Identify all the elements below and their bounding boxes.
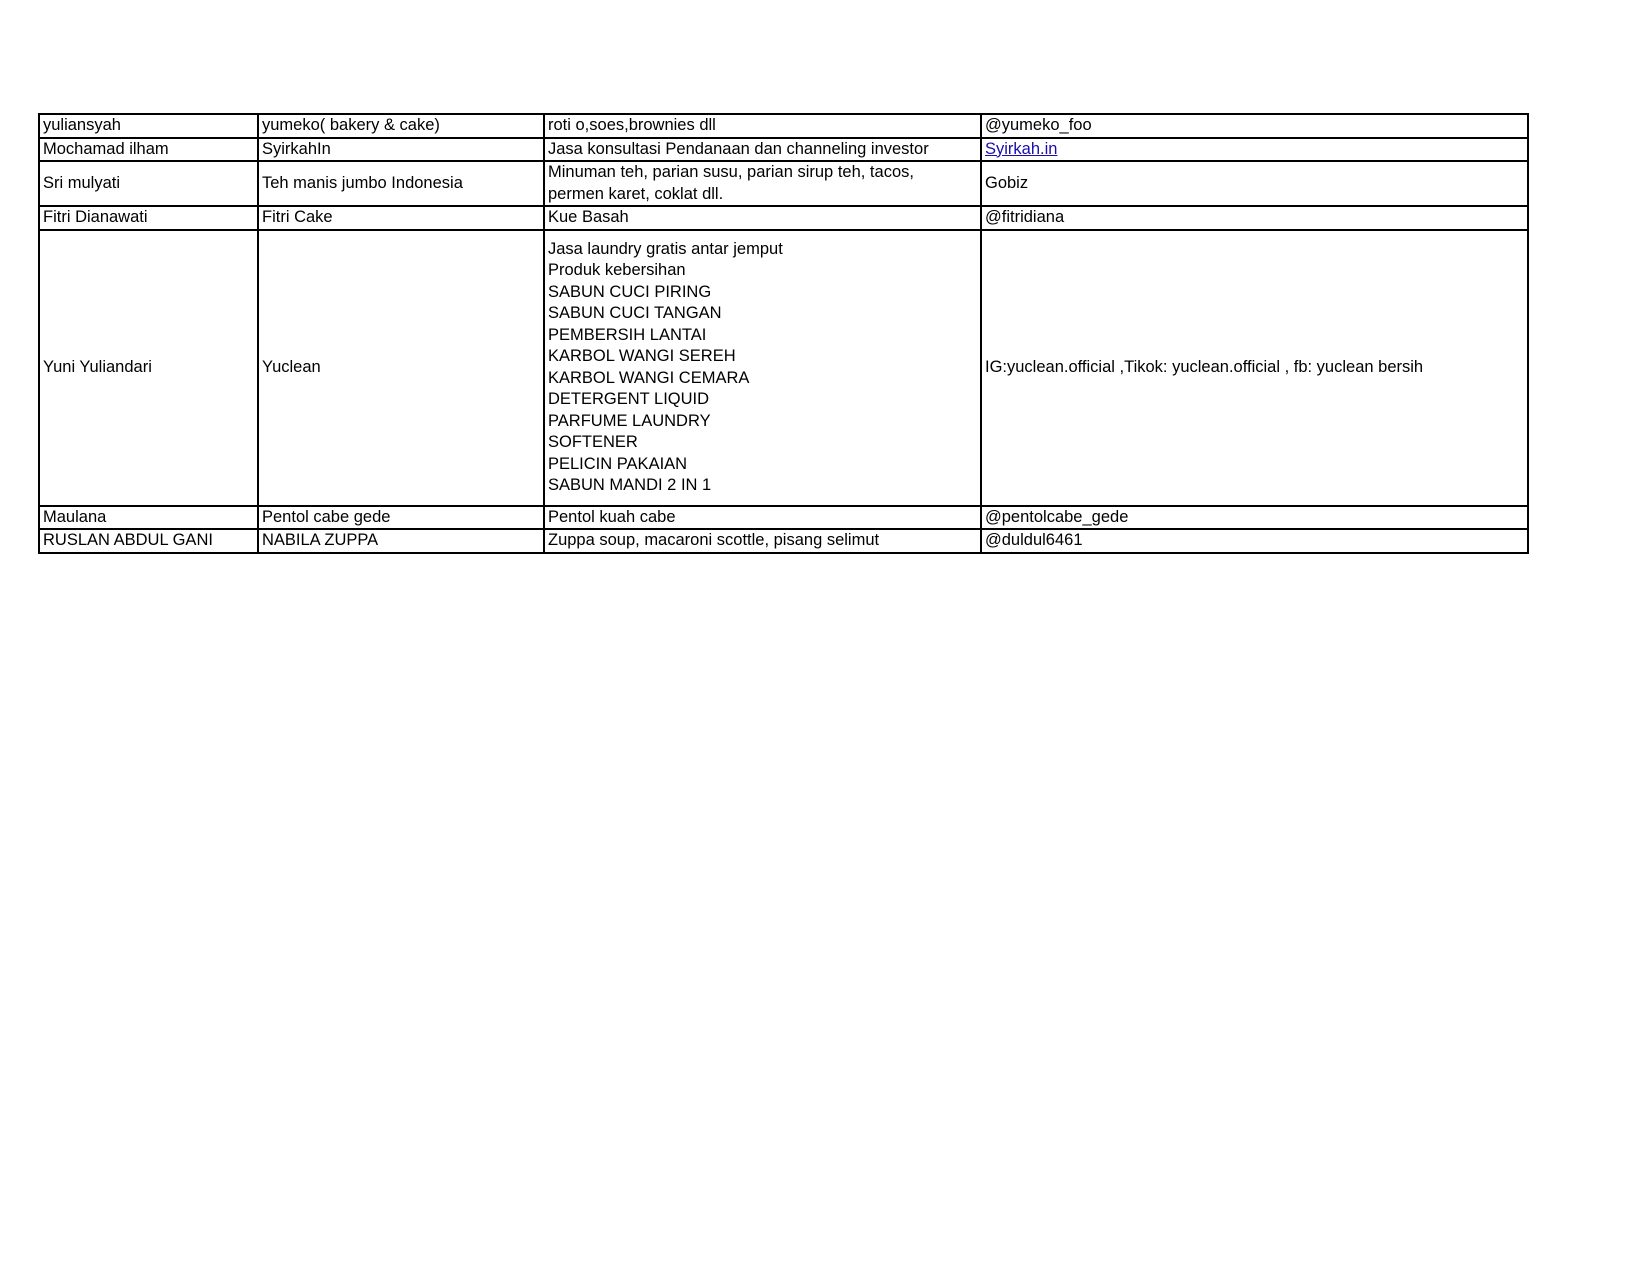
table-row <box>39 506 1528 530</box>
product-line: SABUN CUCI TANGAN <box>548 304 722 322</box>
cell-owner-name: Yuni Yuliandari <box>39 230 258 506</box>
cell-social-contact <box>981 138 1528 162</box>
cell-social-contact: @pentolcabe_gede <box>981 506 1528 530</box>
product-line: KARBOL WANGI SEREH <box>548 347 736 365</box>
cell-owner-name: yuliansyah <box>39 114 258 138</box>
product-line: Produk kebersihan <box>548 261 686 279</box>
product-line: Zuppa soup, macaroni scottle, pisang selimut <box>548 531 880 549</box>
cell-products <box>544 529 981 553</box>
product-line: permen karet, coklat dll. <box>548 184 724 203</box>
cell-social-contact: @fitridiana <box>981 206 1528 230</box>
product-line: roti o,soes,brownies dll <box>548 116 716 134</box>
cell-business-name: NABILA ZUPPA <box>258 529 544 553</box>
cell-products <box>544 161 981 206</box>
table-row <box>39 114 1528 138</box>
cell-social-contact: @yumeko_foo <box>981 114 1528 138</box>
cell-social-contact: IG:yuclean.official ,Tikok: yuclean.official , fb: yuclean bersih <box>981 230 1528 506</box>
cell-owner-name: Sri mulyati <box>39 161 258 206</box>
cell-products <box>544 206 981 230</box>
table-row <box>39 206 1528 230</box>
product-line: Kue Basah <box>548 208 629 226</box>
cell-owner-name: RUSLAN ABDUL GANI <box>39 529 258 553</box>
table-row <box>39 529 1528 553</box>
product-line: SABUN CUCI PIRING <box>548 282 712 301</box>
cell-business-name: Pentol cabe gede <box>258 506 544 530</box>
product-line: SABUN MANDI 2 IN 1 <box>548 476 712 494</box>
cell-business-name: yumeko( bakery & cake) <box>258 114 544 138</box>
product-line: Jasa laundry gratis antar jemput <box>548 239 783 258</box>
product-line: Pentol kuah cabe <box>548 507 676 526</box>
cell-owner-name: Maulana <box>39 506 258 530</box>
data-table <box>38 113 1529 554</box>
cell-products <box>544 506 981 530</box>
cell-products <box>544 114 981 138</box>
product-line: Minuman teh, parian susu, parian sirup teh, tacos, <box>548 163 914 181</box>
cell-products <box>544 230 981 506</box>
table-row <box>39 161 1528 206</box>
product-line: SOFTENER <box>548 433 638 451</box>
cell-social-contact: Gobiz <box>981 161 1528 206</box>
cell-products <box>544 138 981 162</box>
cell-business-name: Fitri Cake <box>258 206 544 230</box>
table-row <box>39 230 1528 506</box>
cell-business-name: Yuclean <box>258 230 544 506</box>
product-line: PELICIN PAKAIAN <box>548 454 688 473</box>
cell-business-name: Teh manis jumbo Indonesia <box>258 161 544 206</box>
table-row <box>39 138 1528 162</box>
product-line: PEMBERSIH LANTAI <box>548 325 707 344</box>
cell-business-name: SyirkahIn <box>258 138 544 162</box>
product-line: DETERGENT LIQUID <box>548 390 710 408</box>
cell-owner-name: Mochamad ilham <box>39 138 258 162</box>
cell-social-contact: @duldul6461 <box>981 529 1528 553</box>
cell-owner-name: Fitri Dianawati <box>39 206 258 230</box>
product-line: PARFUME LAUNDRY <box>548 411 711 430</box>
social-link[interactable]: Syirkah.in <box>985 139 1058 158</box>
table-body <box>39 114 1528 553</box>
product-line: KARBOL WANGI CEMARA <box>548 368 750 387</box>
product-line: Jasa konsultasi Pendanaan dan channeling investor <box>548 139 929 158</box>
